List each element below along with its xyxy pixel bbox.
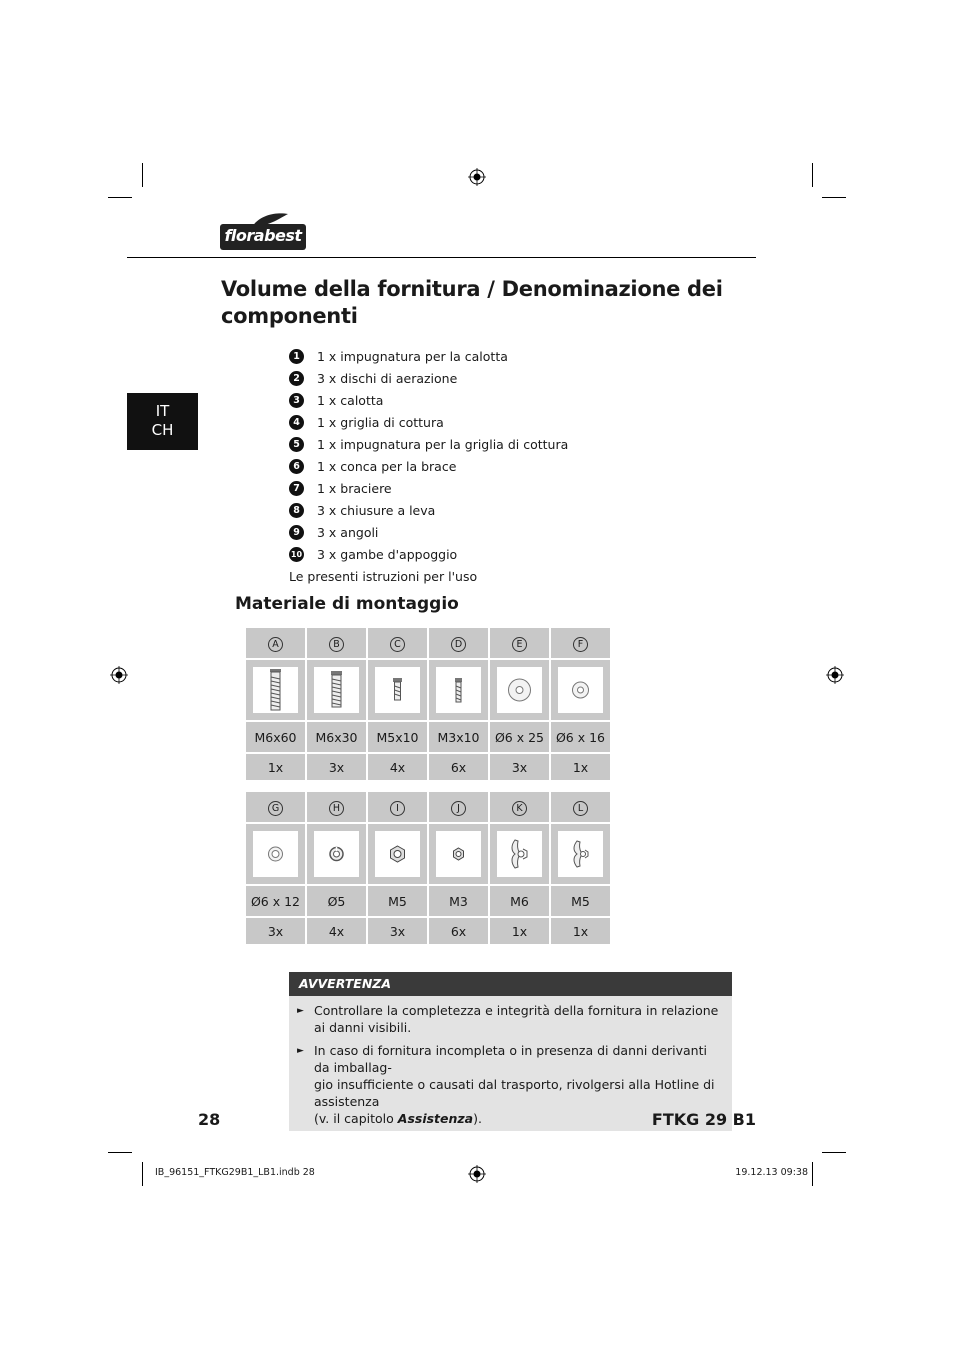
crop-mark [108,1152,132,1153]
hardware-size: M6x60 [245,721,306,753]
part-number: 6 [289,459,304,474]
part-text: 3 x gambe d'appoggio [317,546,458,562]
hardware-letter: I [390,801,405,816]
warning-text: Controllare la completezza e integrità della fornitura in relazione ai danni visibili. [314,1003,719,1035]
hardware-letter: A [268,637,283,652]
part-number: 5 [289,437,304,452]
crop-mark [142,163,143,187]
hardware-letter: E [512,637,527,652]
part-number: 3 [289,393,304,408]
hardware-qty: 1x [550,753,611,781]
registration-mark-icon [468,1165,486,1183]
crop-mark [812,163,813,187]
hardware-size: M3 [428,885,489,917]
hardware-size: Ø5 [306,885,367,917]
part-text: 1 x griglia di cottura [317,414,444,430]
page-number: 28 [198,1110,221,1129]
washer-icon [558,667,603,713]
small-wing-nut-icon [558,831,603,877]
part-text: 3 x angoli [317,524,379,540]
hardware-cell [428,627,489,659]
hardware-letter: F [573,637,588,652]
part-text: 3 x dischi di aerazione [317,370,458,386]
hardware-cell [367,627,428,659]
short-screw-icon [375,667,420,713]
list-item [289,411,729,433]
part-number: 9 [289,525,304,540]
hardware-cell [245,627,306,659]
bolt-icon [314,667,359,713]
hardware-qty: 1x [245,753,306,781]
part-text: 1 x braciere [317,480,392,496]
hardware-qty: 3x [489,753,550,781]
hardware-size: M5x10 [367,721,428,753]
hardware-letter: D [451,637,466,652]
hardware-table [244,626,612,782]
registration-mark-icon [826,666,844,684]
hardware-cell [245,791,306,823]
hardware-qty: 3x [306,753,367,781]
part-number: 7 [289,481,304,496]
hardware-size: Ø6 x 16 [550,721,611,753]
page-title: Volume della fornitura / Denominazione dei componenti [221,277,723,328]
list-item [289,499,729,521]
hardware-letter: J [451,801,466,816]
hardware-qty: 3x [245,917,306,945]
list-item [289,345,729,367]
part-text: 1 x calotta [317,392,384,408]
hardware-qty: 1x [550,917,611,945]
hardware-cell [306,627,367,659]
part-number: 8 [289,503,304,518]
part-text: 1 x impugnatura per la calotta [317,348,508,364]
manual-note: Le presenti istruzioni per l'uso [289,568,478,584]
wing-nut-icon [497,831,542,877]
part-number: 2 [289,371,304,386]
parts-list [289,345,729,587]
hardware-qty: 6x [428,753,489,781]
large-washer-icon [497,667,542,713]
warning-heading: AVVERTENZA [289,972,732,996]
hardware-size: Ø6 x 12 [245,885,306,917]
registration-mark-icon [110,666,128,684]
list-item [289,477,729,499]
arrow-bullet-icon: ► [297,1006,304,1016]
hardware-size: M5 [367,885,428,917]
hardware-size: M6 [489,885,550,917]
logo-text: florabest [224,226,302,245]
warning-text: ). [473,1111,482,1126]
hardware-size: M3x10 [428,721,489,753]
header-rule [127,257,756,258]
hardware-cell [489,791,550,823]
hardware-cell [489,627,550,659]
hardware-table [244,790,612,946]
hardware-qty: 3x [367,917,428,945]
hardware-cell [550,791,611,823]
hardware-size: M5 [550,885,611,917]
list-item [289,389,729,411]
model-number: FTKG 29 B1 [651,1110,756,1129]
list-item [289,455,729,477]
hardware-letter: H [329,801,344,816]
print-slug-date: 19.12.13 09:38 [735,1167,808,1178]
warning-item [289,996,732,1036]
hardware-letter: K [512,801,527,816]
hardware-letter: C [390,637,405,652]
part-text: 3 x chiusure a leva [317,502,436,518]
language-tab [127,393,198,450]
chapter-reference: Assistenza [397,1111,474,1126]
hardware-cell [306,791,367,823]
part-text: 1 x impugnatura per la griglia di cottura [317,436,569,452]
hardware-letter: B [329,637,344,652]
part-number: 1 [289,349,304,364]
small-hex-nut-icon [436,831,481,877]
long-bolt-icon [253,667,298,713]
hardware-qty: 4x [306,917,367,945]
language-code-it: IT [155,402,170,420]
hardware-qty: 4x [367,753,428,781]
crop-mark [812,1162,813,1186]
crop-mark [142,1162,143,1186]
registration-mark-icon [468,168,486,186]
spring-washer-icon [314,831,359,877]
crop-mark [108,197,132,198]
brand-logo [220,212,306,250]
crop-mark [822,197,846,198]
part-text: 1 x conca per la brace [317,458,457,474]
assembly-title: Materiale di montaggio [235,594,459,614]
list-item [289,543,729,565]
hardware-cell [428,791,489,823]
warning-text: gio insufficiente o causati dal trasporto, rivolgersi alla Hotline di assistenza [314,1077,715,1109]
warning-text: (v. il capitolo [314,1111,398,1126]
language-code-ch: CH [151,421,174,439]
hex-nut-icon [375,831,420,877]
crop-mark [822,1152,846,1153]
hardware-qty: 1x [489,917,550,945]
small-screw-icon [436,667,481,713]
small-washer-icon [253,831,298,877]
hardware-letter: G [268,801,283,816]
part-number: 4 [289,415,304,430]
warning-text: In caso di fornitura incompleta o in presenza di danni derivanti da imballag- [314,1043,707,1075]
list-item [289,433,729,455]
print-slug-file: IB_96151_FTKG29B1_LB1.indb 28 [155,1167,315,1178]
hardware-qty: 6x [428,917,489,945]
part-number: 10 [289,547,304,562]
hardware-letter: L [573,801,588,816]
list-item [289,521,729,543]
warning-box [289,972,732,1131]
hardware-cell [367,791,428,823]
hardware-cell [550,627,611,659]
list-item [289,367,729,389]
hardware-size: Ø6 x 25 [489,721,550,753]
arrow-bullet-icon: ► [297,1046,304,1056]
hardware-size: M6x30 [306,721,367,753]
